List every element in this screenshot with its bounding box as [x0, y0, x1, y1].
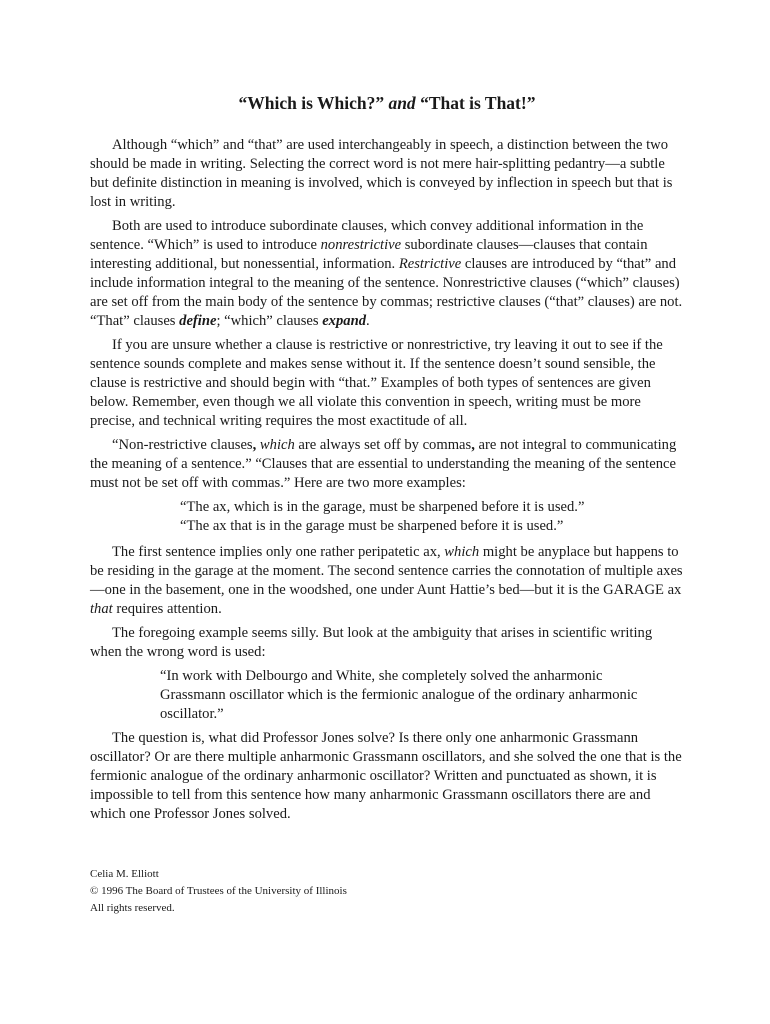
p4-text-b: are always set off by commas — [294, 437, 472, 453]
p4-comma-2: , — [471, 437, 475, 453]
p4-which: which — [256, 437, 295, 453]
p2-define: define — [179, 313, 217, 329]
example-1: “The ax, which is in the garage, must be sharpened before it is used.” — [180, 499, 585, 515]
title-and: and — [388, 93, 416, 113]
paragraph-3: If you are unsure whether a clause is restrictive or nonrestrictive, try leaving it out to see if the sentence sounds complete and makes sense without it. If the sentence doesn’t sound sensible, the clause is restrictive and should begin with “that.” Examples of both types of sentences are given below. Remember, even though we all violate this convention in speech, writing must be more precise, and technical writing requires the most exactitude of all. — [90, 337, 663, 429]
block-quote: “In work with Delbourgo and White, she completely solved the anharmonic Grassmann oscillator which is the fermionic analogue of the ordinary anharmonic oscillator.” — [160, 668, 638, 722]
p2-text-b: subordinate clauses—clauses that contain interesting additional, but nonessential, information. — [90, 237, 648, 272]
p2-text-a: Both are used to introduce subordinate clauses, which convey additional information in the sentence. “Which” is used to introduce — [90, 218, 644, 253]
footer-copyright: © 1996 The Board of Trustees of the University of Illinois — [90, 885, 347, 897]
page-title — [90, 92, 684, 114]
paragraph-1: Although “which” and “that” are used interchangeably in speech, a distinction between the two should be made in writing. Selecting the correct word is not mere hair-splitting pedantry—a subtle but definite distinction in meaning is involved, which is conveyed by inflection in speech but that is lost in writing. — [90, 137, 673, 210]
p2-text-e: . — [365, 313, 370, 329]
example-2: “The ax that is in the garage must be sharpened before it is used.” — [180, 518, 564, 534]
paragraph-7: The question is, what did Professor Jones solve? Is there only one anharmonic Grassmann oscillator? Or are there multiple anharmonic Grassmann oscillators, and she solved the one that is the fermionic analogue of the ordinary anharmonic oscillator? Written and punctuated as shown, it is impossible to tell from this sentence how many anharmonic Grassmann oscillators there are and which one Professor Jones solved. — [90, 730, 682, 822]
p2-nonrestrictive: nonrestrictive — [320, 237, 402, 253]
p5-which: which — [444, 544, 480, 560]
title-part2: “That is That!” — [420, 93, 536, 113]
p2-text-d: ; “which” clauses — [216, 313, 323, 329]
p4-text-a: “Non-restrictive clauses — [112, 437, 253, 453]
p2-expand: expand — [322, 313, 366, 329]
document-body — [90, 92, 684, 829]
p4-text-c: are not integral to communicating the meaning of a sentence.” “Clauses that are essential to understanding the meaning of the sentence must not be set off with commas.” Here are two more examples: — [90, 437, 677, 491]
paragraph-2 — [90, 217, 684, 331]
paragraph-6: The foregoing example seems silly. But look at the ambiguity that arises in scientific writing when the wrong word is used: — [90, 625, 653, 660]
footer — [90, 866, 347, 917]
title-part1: “Which is Which?” — [238, 93, 385, 113]
paragraph-4 — [90, 436, 684, 493]
examples-block — [90, 498, 684, 536]
paragraph-5 — [90, 543, 684, 619]
p2-text-c: clauses are introduced by “that” and include information integral to the meaning of the sentence. Nonrestrictive clauses (“which” clauses) are set off from the main body of the sentence by commas; restrictive clauses (“that” clauses) are not. “That” clauses — [90, 256, 683, 329]
p5-text-a: The first sentence implies only one rather peripatetic ax, — [112, 544, 445, 560]
footer-author: Celia M. Elliott — [90, 868, 159, 880]
footer-rights: All rights reserved. — [90, 902, 175, 914]
p5-that: that — [90, 601, 113, 617]
p5-text-b: might be anyplace but happens to be residing in the garage at the moment. The second sentence carries the connotation of multiple axes—one in the basement, one in the woodshed, one under Aunt Hattie’s bed—but it is the GARAGE ax — [90, 544, 683, 598]
p4-comma-1: , — [252, 437, 257, 453]
p5-text-c: requires attention. — [112, 601, 222, 617]
p2-restrictive: Restrictive — [398, 256, 462, 272]
